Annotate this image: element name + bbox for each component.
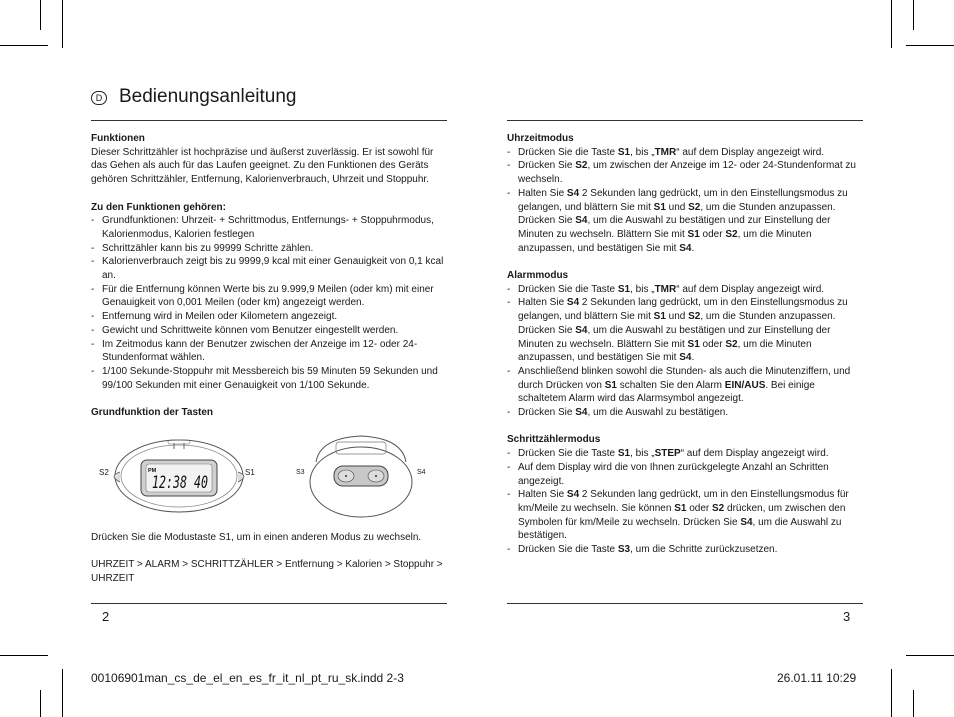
uhrzeit-list [507, 146, 865, 256]
crop-mark [40, 0, 41, 30]
language-badge: D [91, 91, 107, 105]
crop-mark [906, 655, 954, 656]
schritt-list [507, 447, 865, 557]
page-number-right: 3 [843, 609, 851, 624]
list-item: - Halten Sie S4 2 Sekunden lang gedrückt, um in den Einstellungsmodus für km/Meile zu wechseln. Sie können S1 oder S2 drücken, um zwischen den Symbolen für km/Meile zu wechseln. Drücken Sie S4, um die Auswahl zu bestätigen. [507, 488, 865, 543]
list-item: - Für die Entfernung können Werte bis zu 9.999,9 Meilen (oder km) mit einer Genauigkeit von 0,001 Meilen (oder km) angezeigt werden. [91, 283, 449, 310]
crop-mark [891, 0, 892, 48]
list-item: - Halten Sie S4 2 Sekunden lang gedrückt, um in den Einstellungsmodus zu gelangen, und blättern Sie mit S1 und S2, um die Stunden anzupassen. Drücken Sie S4, um die Auswahl zu bestätigen und zur Einstellung der Minuten zu wechseln. Blättern Sie mit S1 oder S2, um die Minuten anzupassen, und bestätigen Sie mit S4. [507, 296, 865, 365]
list-item: - Drücken Sie S4, um die Auswahl zu bestätigen. [507, 406, 865, 420]
section-heading-alarm: Alarmmodus [507, 270, 569, 282]
list-item: - Schrittzähler kann bis zu 99999 Schritte zählen. [91, 242, 449, 256]
mode-sequence: UHRZEIT > ALARM > SCHRITTZÄHLER > Entfernung > Kalorien > Stoppuhr > UHRZEIT [91, 559, 443, 585]
footer-file-info: 00106901man_cs_de_el_en_es_fr_it_nl_pt_ru_sk.indd 2-3 [91, 671, 404, 685]
section-heading-features: Zu den Funktionen gehören: [91, 201, 226, 213]
funktionen-text: Dieser Schrittzähler ist hochpräzise und äußerst zuverlässig. Er ist sowohl für das Gehen als auch für das Laufen geeignet. Zu den Funktionen des Geräts gehören Schrittzähler, Entfernung, Kalorienverbrauch, Uhrzeit und Stoppuhr. [91, 146, 434, 186]
list-item: - Grundfunktionen: Uhrzeit- + Schrittmodus, Entfernungs- + Stoppuhrmodus, Kalorienmodus, Kalorien festlegen [91, 214, 449, 241]
crop-mark [913, 0, 914, 30]
section-heading-funktionen: Funktionen [91, 133, 145, 144]
crop-mark [906, 45, 954, 46]
list-item: - Drücken Sie die Taste S1, bis „STEP“ auf dem Display angezeigt wird. [507, 447, 865, 461]
section-heading-schritt: Schrittzählermodus [507, 434, 601, 446]
pedometer-front-illustration [104, 432, 254, 514]
list-item: - Anschließend blinken sowohl die Stunden- als auch die Minutenziffern, und durch Drücken von S1 schalten Sie den Alarm EIN/AUS. Bei einige schaltetem Alarm wird das Alarmsymbol angezeigt. [507, 365, 865, 406]
left-bottom-rule [91, 603, 447, 604]
list-item: - Entfernung wird in Meilen oder Kilometern angezeigt. [91, 310, 449, 324]
right-bottom-rule [507, 603, 863, 604]
right-column [507, 132, 865, 557]
display-pm: PM [148, 468, 157, 474]
left-column [91, 132, 449, 420]
crop-mark [913, 690, 914, 717]
list-item: - Gewicht und Schrittweite können vom Benutzer eingestellt werden. [91, 324, 449, 338]
label-s2: S2 [99, 468, 109, 477]
left-column-bottom [91, 531, 449, 586]
list-item: - Halten Sie S4 2 Sekunden lang gedrückt, um in den Einstellungsmodus zu gelangen, und blättern Sie mit S1 und S2, um die Stunden anzupassen. Drücken Sie S4, um die Auswahl zu bestätigen und zur Einstellung der Minuten zu wechseln. Blättern Sie mit S1 oder S2, um die Minuten anzupassen, und bestätigen Sie mit S4. [507, 187, 865, 256]
display-time: 12:38 40 [152, 473, 208, 493]
alarm-list [507, 283, 865, 420]
pedometer-back-illustration [306, 432, 416, 520]
page-number-left: 2 [102, 609, 110, 624]
modus-text: Drücken Sie die Modustaste S1, um in einen anderen Modus zu wechseln. [91, 532, 422, 543]
right-top-rule [507, 120, 863, 121]
list-item: - Drücken Sie die Taste S3, um die Schritte zurückzusetzen. [507, 543, 865, 557]
list-item: - Drücken Sie die Taste S1, bis „TMR“ auf dem Display angezeigt wird. [507, 146, 865, 160]
crop-mark [62, 0, 63, 48]
list-item: - Im Zeitmodus kann der Benutzer zwischen der Anzeige im 12- oder 24-Stundenformat wählen. [91, 338, 449, 365]
crop-mark [0, 45, 48, 46]
feature-list [91, 214, 449, 392]
label-s3: S3 [296, 469, 305, 476]
footer-date: 26.01.11 10:29 [777, 671, 857, 685]
crop-mark [62, 669, 63, 717]
crop-mark [40, 690, 41, 717]
list-item: - 1/100 Sekunde-Stoppuhr mit Messbereich bis 59 Minuten 59 Sekunden und 99/100 Sekunden mit einer Genauigkeit von 1/100 Sekunde. [91, 365, 449, 392]
crop-mark [0, 655, 48, 656]
label-s4: S4 [417, 469, 426, 476]
label-s1: S1 [245, 468, 255, 477]
list-item: - Auf dem Display wird die von Ihnen zurückgelegte Anzahl an Schritten angezeigt. [507, 461, 865, 488]
list-item: - Drücken Sie S2, um zwischen der Anzeige im 12- oder 24-Stundenformat zu wechseln. [507, 159, 865, 186]
left-top-rule [91, 120, 447, 121]
list-item: - Kalorienverbrauch zeigt bis zu 9999,9 kcal mit einer Genauigkeit von 0,1 kcal an. [91, 255, 449, 282]
crop-mark [891, 669, 892, 717]
section-heading-tasten: Grundfunktion der Tasten [91, 407, 214, 419]
page-title: Bedienungsanleitung [119, 86, 297, 107]
list-item: - Drücken Sie die Taste S1, bis „TMR“ auf dem Display angezeigt wird. [507, 283, 865, 297]
section-heading-uhrzeit: Uhrzeitmodus [507, 133, 574, 144]
